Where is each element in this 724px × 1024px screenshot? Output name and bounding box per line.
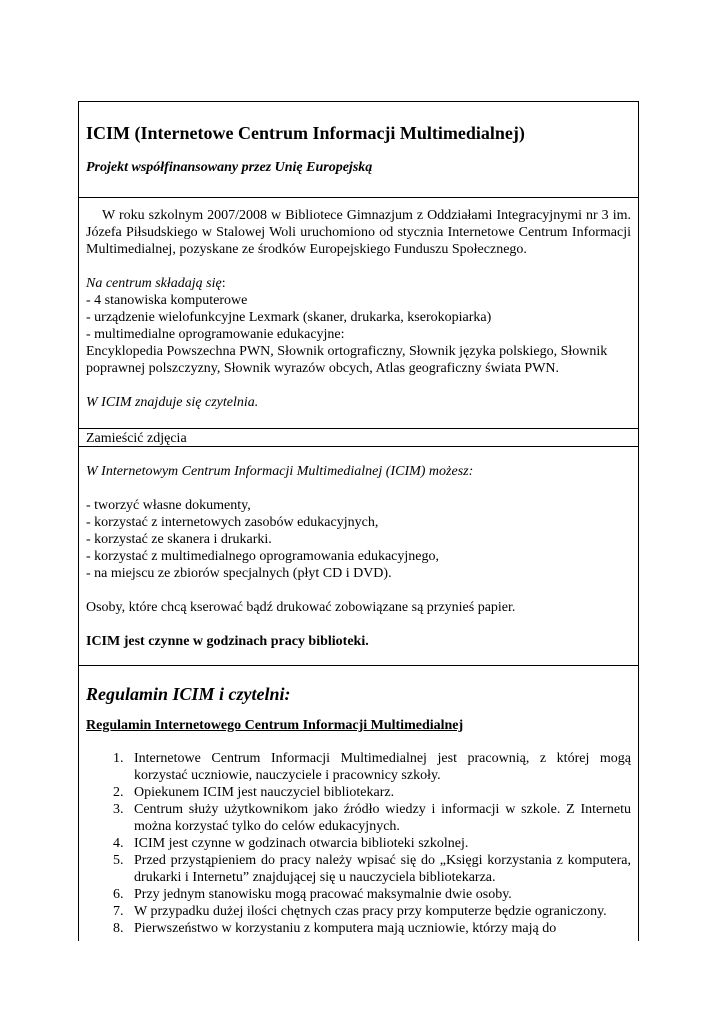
- rule-number: 3.: [113, 802, 124, 817]
- rule-item: [86, 920, 631, 937]
- rule-text: Centrum służy użytkownikom jako źródło wiedzy i informacji w szkole. Z Internetu można korzystać tylko do celów edukacyjnych.: [134, 802, 631, 834]
- page-subtitle: Projekt współfinansowany przez Unię Europejską: [86, 160, 373, 175]
- rule-text: ICIM jest czynne w godzinach otwarcia biblioteki szkolnej.: [134, 836, 469, 851]
- photo-note: Zamieścić zdjęcia: [86, 431, 187, 446]
- rule-text: Przy jednym stanowisku mogą pracować maksymalnie dwie osoby.: [134, 887, 512, 902]
- rule-item: [86, 903, 631, 920]
- rule-number: 5.: [113, 853, 124, 868]
- intro-cell: [79, 198, 638, 429]
- page-title: ICIM (Internetowe Centrum Informacji Multimedialnej): [86, 123, 525, 143]
- rule-number: 2.: [113, 785, 124, 800]
- photo-note-cell: [79, 429, 638, 447]
- rule-item: [86, 835, 631, 852]
- rule-item: [86, 750, 631, 784]
- equipment-heading-colon: :: [221, 276, 226, 291]
- header-cell: [79, 102, 638, 198]
- rules-list: [86, 750, 631, 937]
- service-item: - na miejscu ze zbiorów specjalnych (płyt CD i DVD).: [86, 566, 392, 581]
- services-heading: W Internetowym Centrum Informacji Multimedialnej (ICIM) możesz:: [86, 464, 474, 479]
- rule-number: 4.: [113, 836, 124, 851]
- equipment-item: - multimedialne oprogramowanie edukacyjne:: [86, 327, 345, 342]
- service-item: - korzystać ze skanera i drukarki.: [86, 532, 272, 547]
- intro-paragraph: W roku szkolnym 2007/2008 w Bibliotece Gimnazjum z Oddziałami Integracyjnymi nr 3 im. Józefa Piłsudskiego w Stalowej Woli uruchomiono od stycznia Internetowe Centrum Informacji Multimedialnej, pozyskane ze środków Europejskiego Funduszu Społecznego.: [86, 208, 631, 257]
- rule-number: 6.: [113, 887, 124, 902]
- rule-text: Opiekunem ICIM jest nauczyciel bibliotekarz.: [134, 785, 395, 800]
- software-list: Encyklopedia Powszechna PWN, Słownik ortograficzny, Słownik języka polskiego, Słownik poprawnej polszczyzny, Słownik wyrazów obcych, Atlas geograficzny świata PWN.: [86, 344, 608, 376]
- rule-item: [86, 886, 631, 903]
- services-cell: [79, 447, 638, 666]
- rule-item: [86, 801, 631, 835]
- rule-number: 8.: [113, 921, 124, 936]
- equipment-heading-text: Na centrum składają się: [86, 276, 222, 291]
- equipment-item: - 4 stanowiska komputerowe: [86, 293, 248, 308]
- rule-number: 7.: [113, 904, 124, 919]
- reading-room-note: W ICIM znajduje się czytelnia.: [86, 395, 259, 410]
- rules-heading: Regulamin ICIM i czytelni:: [86, 684, 291, 704]
- opening-hours: ICIM jest czynne w godzinach pracy biblioteki.: [86, 634, 369, 649]
- rule-number: 1.: [113, 751, 124, 766]
- service-item: - tworzyć własne dokumenty,: [86, 498, 251, 513]
- rule-item: [86, 852, 631, 886]
- rule-text: Pierwszeństwo w korzystaniu z komputera mają uczniowie, którzy mają do: [134, 921, 557, 936]
- equipment-heading: [86, 275, 631, 292]
- equipment-item: - urządzenie wielofunkcyjne Lexmark (skaner, drukarka, kserokopiarka): [86, 310, 492, 325]
- rule-text: Internetowe Centrum Informacji Multimedialnej jest pracownią, z której mogą korzystać uczniowie, nauczyciele i pracownicy szkoły.: [134, 751, 631, 783]
- rule-text: Przed przystąpieniem do pracy należy wpisać się do „Księgi korzystania z komputera, drukarki i Internetu” znajdującej się u nauczyciela bibliotekarza.: [134, 853, 631, 885]
- rule-text: W przypadku dużej ilości chętnych czas pracy przy komputerze będzie ograniczony.: [134, 904, 607, 919]
- service-item: - korzystać z multimedialnego oprogramowania edukacyjnego,: [86, 549, 439, 564]
- service-item: - korzystać z internetowych zasobów edukacyjnych,: [86, 515, 379, 530]
- rules-cell: [79, 666, 638, 937]
- rules-subheading: Regulamin Internetowego Centrum Informacji Multimedialnej: [86, 718, 464, 733]
- paper-note: Osoby, które chcą kserować bądź drukować zobowiązane są przynieś papier.: [86, 600, 516, 615]
- document-table: [78, 101, 639, 941]
- rule-item: [86, 784, 631, 801]
